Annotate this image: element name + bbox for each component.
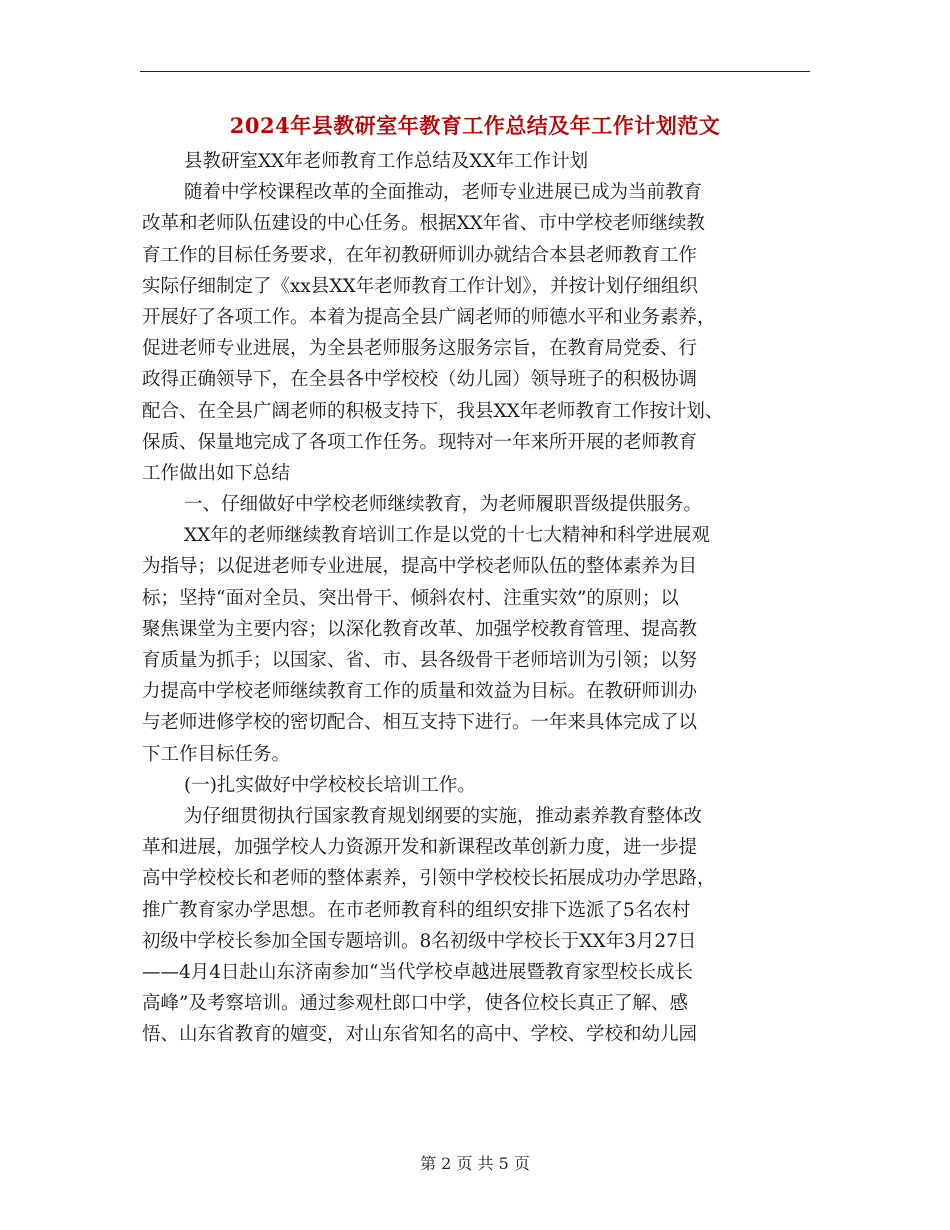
body-line: 改革和老师队伍建设的中心任务。根据XX年省、市中学校老师继续教 bbox=[142, 213, 705, 235]
body-line: 高峰”及考察培训。通过参观杜郎口中学，使各位校长真正了解、感 bbox=[142, 993, 688, 1015]
header-rule bbox=[140, 71, 810, 72]
body-line: 保质、保量地完成了各项工作任务。现特对一年来所开展的老师教育 bbox=[142, 431, 698, 453]
body-line: 育质量为抓手；以国家、省、市、县各级骨干老师培训为引领；以努 bbox=[142, 650, 698, 671]
body-line: 实际仔细制定了《xx县XX年老师教育工作计划》，并按计划仔细组织 bbox=[142, 275, 698, 297]
body-line: 下工作目标任务。 bbox=[142, 743, 291, 765]
body-line: 开展好了各项工作。本着为提高全县广阔老师的师德水平和业务素养， bbox=[142, 306, 716, 328]
body-line: XX年的老师继续教育培训工作是以党的十七大精神和科学进展观 bbox=[184, 525, 710, 547]
body-line: 推广教育家办学思想。在市老师教育科的组织安排下选派了5名农村 bbox=[142, 899, 691, 921]
page-number: 第 2 页 共 5 页 bbox=[420, 1154, 530, 1173]
body-line: 与老师进修学校的密切配合、相互支持下进行。一年来具体完成了以 bbox=[142, 712, 698, 734]
body-line: 工作做出如下总结 bbox=[142, 462, 291, 484]
section-heading: 一、仔细做好中学校老师继续教育，为老师履职晋级提供服务。 bbox=[184, 494, 703, 516]
subsection-heading: (一)扎实做好中学校校长培训工作。 bbox=[184, 774, 476, 796]
document-body bbox=[142, 146, 814, 1050]
body-line: 革和进展，加强学校人力资源开发和新课程改革创新力度，进一步提 bbox=[142, 837, 698, 859]
body-line: 标；坚持“面对全员、突出骨干、倾斜农村、注重实效”的原则；以 bbox=[142, 587, 679, 609]
body-line: 政得正确领导下，在全县各中学校校（幼儿园）领导班子的积极协调 bbox=[142, 369, 698, 391]
body-line: 悟、山东省教育的嬗变，对山东省知名的高中、学校、学校和幼儿园 bbox=[142, 1024, 698, 1046]
body-line: 配合、在全县广阔老师的积极支持下，我县XX年老师教育工作按计划、 bbox=[142, 400, 724, 422]
body-line: 聚焦课堂为主要内容；以深化教育改革、加强学校教育管理、提高教 bbox=[142, 618, 698, 640]
body-line: 初级中学校长参加全国专题培训。8名初级中学校长于XX年3月27日 bbox=[142, 930, 697, 952]
body-line: 为指导；以促进老师专业进展，提高中学校老师队伍的整体素养为目 bbox=[142, 556, 698, 578]
body-line: 随着中学校课程改革的全面推动，老师专业进展已成为当前教育 bbox=[184, 182, 703, 204]
body-line: 县教研室XX年老师教育工作总结及XX年工作计划 bbox=[184, 151, 589, 172]
document-title: 2024年县教研室年教育工作总结及年工作计划范文 bbox=[229, 113, 721, 138]
body-line: 力提高中学校老师继续教育工作的质量和效益为目标。在教研师训办 bbox=[142, 681, 698, 703]
body-line: 促进老师专业进展，为全县老师服务这服务宗旨，在教育局党委、行 bbox=[142, 338, 698, 360]
body-line: 为仔细贯彻执行国家教育规划纲要的实施，推动素养教育整体改 bbox=[184, 805, 703, 827]
body-line: 育工作的目标任务要求，在年初教研师训办就结合本县老师教育工作 bbox=[142, 244, 698, 266]
body-line: ——4月4日赴山东济南参加“当代学校卓越进展暨教育家型校长成长 bbox=[142, 961, 694, 983]
body-line: 高中学校校长和老师的整体素养，引领中学校校长拓展成功办学思路， bbox=[142, 868, 716, 890]
